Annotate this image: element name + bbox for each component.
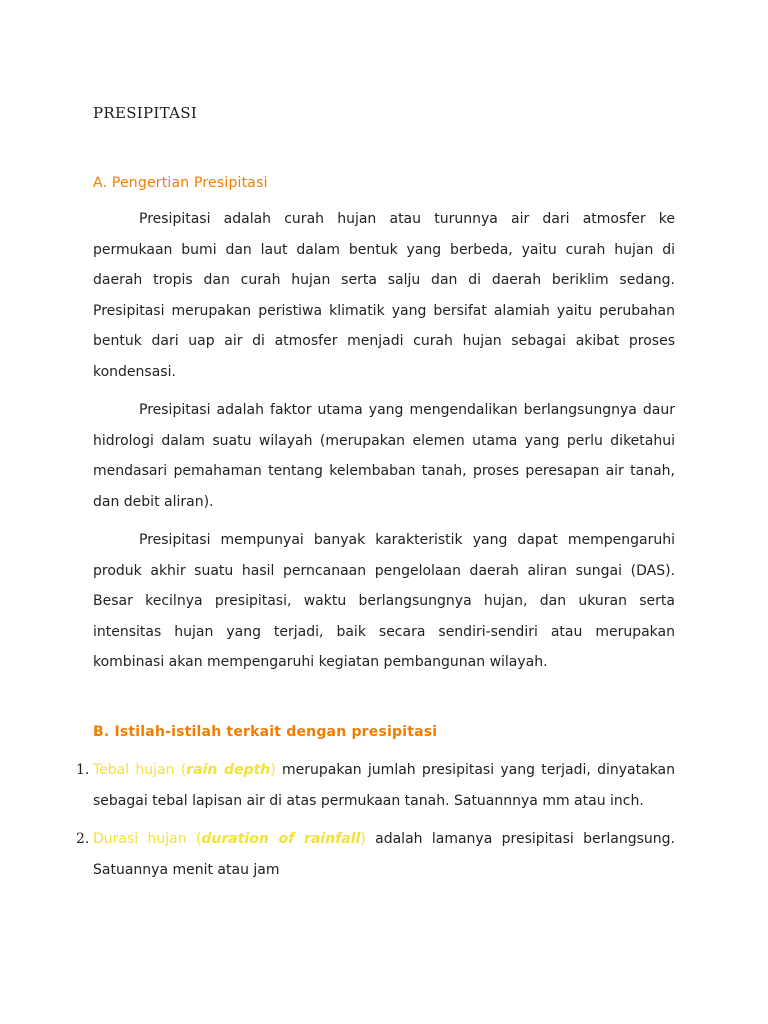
- list-number: 1.: [76, 762, 90, 778]
- term-label: Durasi hujan (: [93, 831, 202, 847]
- list-number: 2.: [76, 831, 90, 847]
- term-english: rain depth: [186, 762, 271, 778]
- section-a-heading: A. Pengertian Presipitasi: [93, 175, 268, 191]
- paragraph-characteristics: Presipitasi mempunyai banyak karakteristik yang dapat mempengaruhi produk akhir suatu hasil perncanaan pengelolaan daerah aliran sungai (DAS). Besar kecilnya presipitasi, waktu berlangsungnya hujan, dan ukuran serta intensitas hujan yang terjadi, baik secara sendiri-sendiri atau merupakan kombinasi akan mempengaruhi kegiatan pembangunan wilayah.: [93, 532, 675, 670]
- section-b-heading: B. Istilah-istilah terkait dengan presipitasi: [93, 724, 438, 740]
- term-close: ): [270, 762, 276, 778]
- term-close: ): [360, 831, 366, 847]
- list-item-text: [93, 755, 675, 817]
- list-item-rain-depth: [76, 755, 675, 817]
- paragraph-definition: Presipitasi adalah curah hujan atau turunnya air dari atmosfer ke permukaan bumi dan laut dalam bentuk yang berbeda, yaitu curah hujan di daerah tropis dan curah hujan serta salju dan di daerah beriklim sedang. Presipitasi merupakan peristiwa klimatik yang bersifat alamiah yaitu perubahan bentuk dari uap air di atmosfer menjadi curah hujan sebagai akibat proses kondensasi.: [93, 211, 675, 380]
- list-item-text: [93, 824, 675, 886]
- term-label: Tebal hujan (: [93, 762, 187, 778]
- paragraph-hydrology-factor: Presipitasi adalah faktor utama yang mengendalikan berlangsungnya daur hidrologi dalam suatu wilayah (merupakan elemen utama yang perlu diketahui mendasari pemahaman tentang kelembaban tanah, proses peresapan air tanah, dan debit aliran).: [93, 402, 675, 510]
- term-english: duration of rainfall: [201, 831, 361, 847]
- term-description: merupakan jumlah presipitasi yang terjadi, dinyatakan sebagai tebal lapisan air di atas permukaan tanah. Satuannnya mm atau inch.: [93, 762, 675, 809]
- document-title: PRESIPITASI: [93, 104, 198, 122]
- term-description: adalah lamanya presipitasi berlangsung. Satuannya menit atau jam: [93, 831, 675, 878]
- list-item-rain-duration: [76, 824, 675, 886]
